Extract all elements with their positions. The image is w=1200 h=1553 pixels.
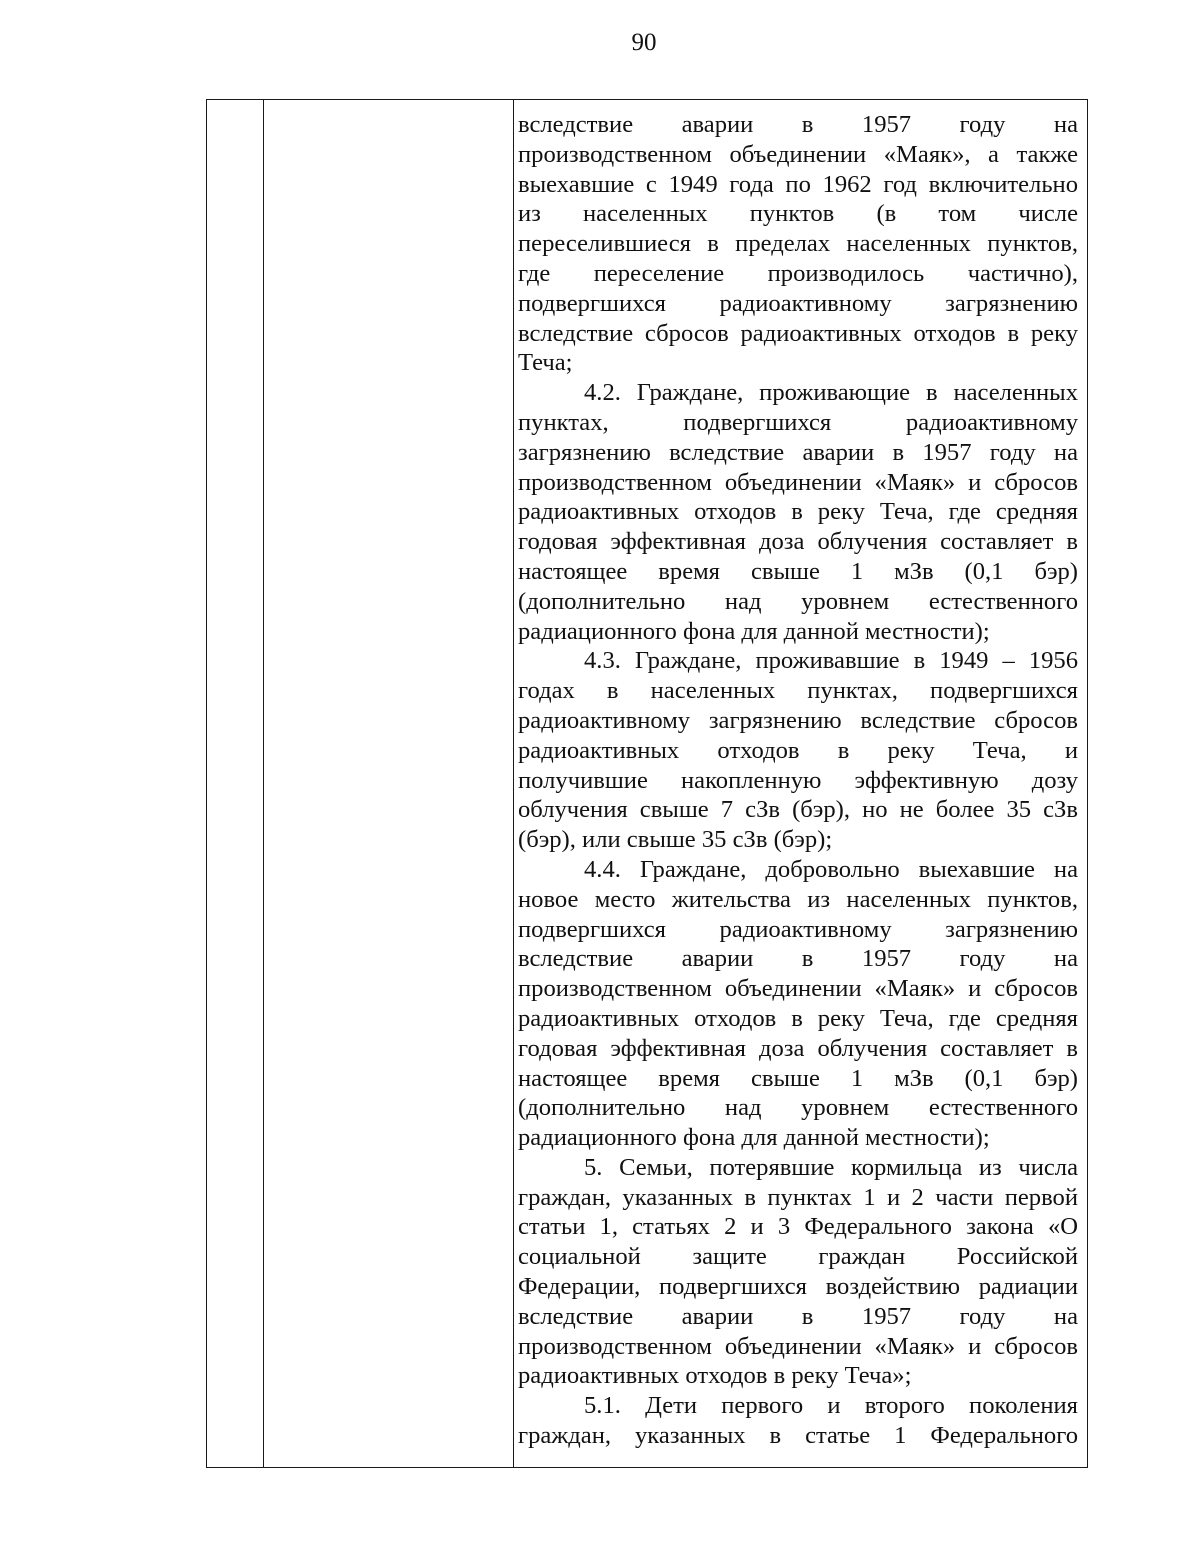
text-line: получившие накопленную эффективную дозу [518, 766, 1078, 794]
column-divider-2 [513, 100, 514, 1467]
text-line: социальной защите граждан Российской [518, 1243, 1078, 1271]
text-line: загрязнению вследствие аварии в 1957 году на [518, 438, 1078, 466]
text-line: производственном объединении «Маяк» и сбросов [518, 1332, 1078, 1360]
text-line: годах в населенных пунктах, подвергшихся [518, 677, 1078, 705]
text-line: выехавшие с 1949 года по 1962 год включительно [518, 170, 1078, 198]
text-line: 4.3. Граждане, проживавшие в 1949 – 1956 [584, 647, 1078, 675]
text-line: радиационного фона для данной местности); [518, 617, 990, 645]
text-line: вследствие аварии в 1957 году на [518, 945, 1078, 973]
text-line: подвергшихся радиоактивному загрязнению [518, 915, 1078, 943]
text-line: облучения свыше 7 сЗв (бэр), но не более 35 сЗв [518, 796, 1078, 824]
text-line: Федерации, подвергшихся воздействию радиации [518, 1273, 1078, 1301]
text-line: производственном объединении «Маяк» и сбросов [518, 468, 1078, 496]
text-line: вследствие аварии в 1957 году на [518, 1302, 1078, 1330]
text-line: граждан, указанных в пунктах 1 и 2 части первой [518, 1183, 1078, 1211]
text-line: граждан, указанных в статье 1 Федерального [518, 1422, 1078, 1450]
text-line: переселившиеся в пределах населенных пунктов, [518, 230, 1078, 258]
text-line: Теча; [518, 349, 573, 377]
table-text-cell [518, 110, 1078, 1451]
text-line: настоящее время свыше 1 мЗв (0,1 бэр) [518, 1064, 1078, 1092]
text-line: радиоактивному загрязнению вследствие сбросов [518, 706, 1078, 734]
text-line: 4.4. Граждане, добровольно выехавшие на [584, 855, 1078, 883]
text-line: годовая эффективная доза облучения составляет в [518, 1034, 1078, 1062]
text-line: радиоактивных отходов в реку Теча, где средняя [518, 1004, 1078, 1032]
text-line: 5.1. Дети первого и второго поколения [584, 1392, 1078, 1420]
text-line: (дополнительно над уровнем естественного [518, 1094, 1078, 1122]
text-line: производственном объединении «Маяк» и сбросов [518, 975, 1078, 1003]
text-line: из населенных пунктов (в том числе [518, 200, 1078, 228]
text-line: 4.2. Граждане, проживающие в населенных [584, 379, 1078, 407]
text-line: где переселение производилось частично), [518, 259, 1078, 287]
text-line: настоящее время свыше 1 мЗв (0,1 бэр) [518, 557, 1078, 585]
text-line: радиоактивных отходов в реку Теча, где средняя [518, 498, 1078, 526]
text-line: вследствие аварии в 1957 году на [518, 111, 1078, 138]
text-line: новое место жительства из населенных пунктов, [518, 885, 1078, 913]
text-line: производственном объединении «Маяк», а также [518, 140, 1078, 168]
text-line: вследствие сбросов радиоактивных отходов в реку [518, 319, 1078, 347]
text-line: статьи 1, статьях 2 и 3 Федерального закона «О [518, 1213, 1078, 1241]
text-line: пунктах, подвергшихся радиоактивному [518, 408, 1078, 436]
text-line: (бэр), или свыше 35 сЗв (бэр); [518, 826, 833, 854]
page-number: 90 [631, 29, 657, 56]
column-divider-1 [263, 100, 264, 1467]
text-line: годовая эффективная доза облучения составляет в [518, 528, 1078, 556]
text-line: радиоактивных отходов в реку Теча»; [518, 1362, 912, 1390]
text-line: 5. Семьи, потерявшие кормильца из числа [584, 1153, 1078, 1181]
text-line: (дополнительно над уровнем естественного [518, 587, 1078, 615]
text-line: радиационного фона для данной местности); [518, 1124, 990, 1152]
text-line: подвергшихся радиоактивному загрязнению [518, 289, 1078, 317]
text-line: радиоактивных отходов в реку Теча, и [518, 736, 1078, 764]
